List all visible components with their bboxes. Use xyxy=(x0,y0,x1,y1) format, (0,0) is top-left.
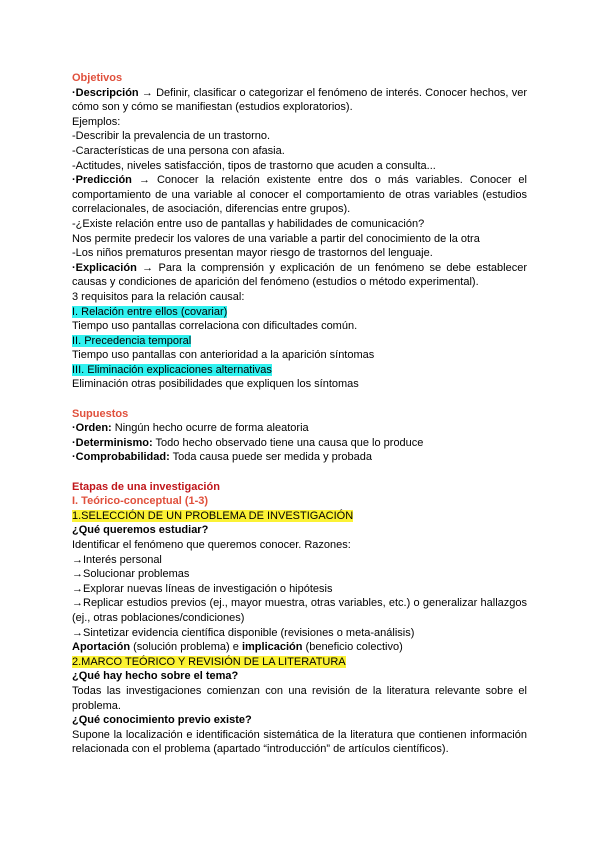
text-aportacion: (solución problema) e xyxy=(130,641,242,654)
subheading-teorico-conceptual: I. Teórico-conceptual (1-3) xyxy=(72,495,209,508)
highlight-requisito-2: II. Precedencia temporal xyxy=(72,334,192,347)
requisito-title xyxy=(72,334,527,349)
list-item: →Explorar nuevas líneas de investigación o hipótesis xyxy=(72,582,333,595)
list-item: -Características de una persona con afasia. xyxy=(72,144,285,157)
paragraph: Supone la localización e identificación sistemática de la literatura que contienen información relacionada con el problema (apartado “introducción” de artículos científicos). xyxy=(72,728,527,756)
requisito-title xyxy=(72,363,527,378)
requisito-title xyxy=(72,305,527,320)
text-explicacion: → Para la comprensión y explicación de un fenómeno se debe establecer causas y condiciones de aparición del fenómeno (estudios o método experimental). xyxy=(72,261,527,289)
list-item: -¿Existe relación entre uso de pantallas y habilidades de comunicación? xyxy=(72,217,425,230)
requisitos-label: 3 requisitos para la relación causal: xyxy=(72,290,245,303)
term-orden: ·Orden: xyxy=(72,422,112,435)
question-heading: ¿Qué queremos estudiar? xyxy=(72,524,209,537)
text-prediccion: → Conocer la relación existente entre dos o más variables. Conocer el comportamiento de una variable al conocer el comportamiento de otras variables (estudios correlacionales, de asociación, diferencias entre grupos). xyxy=(72,174,527,216)
ejemplos-label: Ejemplos: xyxy=(72,115,121,128)
text-determinismo: Todo hecho observado tiene una causa que lo produce xyxy=(152,436,424,449)
paragraph: Todas las investigaciones comienzan con una revisión de la literatura relevante sobre el problema. xyxy=(72,684,527,712)
section-heading-objetivos: Objetivos xyxy=(72,72,123,84)
term-implicacion: implicación xyxy=(241,641,303,654)
paragraph: Identificar el fenómeno que queremos conocer. Razones: xyxy=(72,539,351,551)
text-orden: Ningún hecho ocurre de forma aleatoria xyxy=(111,422,309,435)
list-item xyxy=(72,436,527,451)
term-prediccion: ·Predicción xyxy=(72,174,132,187)
highlight-requisito-3: III. Eliminación explicaciones alternativas xyxy=(72,363,272,376)
term-explicacion: ·Explicación xyxy=(72,261,137,274)
list-item xyxy=(72,450,527,465)
term-comprobabilidad: ·Comprobabilidad: xyxy=(72,451,170,464)
question-heading: ¿Qué conocimiento previo existe? xyxy=(72,714,252,727)
paragraph-descripcion xyxy=(72,86,527,115)
text-comprobabilidad: Toda causa puede ser medida y probada xyxy=(169,451,372,464)
requisito-text: Tiempo uso pantallas correlaciona con dificultades común. xyxy=(72,320,358,333)
highlight-step-2: 2.MARCO TEÓRICO Y REVISIÓN DE LA LITERATURA xyxy=(72,655,346,668)
text-implicacion: (beneficio colectivo) xyxy=(302,641,403,654)
highlight-step-1: 1.SELECCIÓN DE UN PROBLEMA DE INVESTIGACIÓN xyxy=(72,509,354,522)
highlight-requisito-1: I. Relación entre ellos (covariar) xyxy=(72,305,228,318)
list-item: -Describir la prevalencia de un trastorno. xyxy=(72,130,271,143)
list-item xyxy=(72,421,527,436)
list-item: Nos permite predecir los valores de una variable a partir del conocimiento de la otra xyxy=(72,232,480,245)
section-heading-etapas: Etapas de una investigación xyxy=(72,480,220,493)
paragraph-aportacion xyxy=(72,640,527,655)
list-item: →Solucionar problemas xyxy=(72,568,190,581)
step-title xyxy=(72,655,527,670)
text-descripcion: → Definir, clasificar o categorizar el fenómeno de interés. Conocer hechos, ver cómo son y cómo se manifiestan (estudios exploratorios). xyxy=(72,86,527,114)
term-determinismo: ·Determinismo: xyxy=(72,436,153,449)
list-item: →Interés personal xyxy=(72,553,162,566)
requisito-text: Eliminación otras posibilidades que expliquen los síntomas xyxy=(72,378,359,391)
term-descripcion: ·Descripción xyxy=(72,86,139,99)
list-item: -Los niños prematuros presentan mayor riesgo de trastornos del lenguaje. xyxy=(72,247,433,260)
question-heading: ¿Qué hay hecho sobre el tema? xyxy=(72,670,239,683)
step-title xyxy=(72,509,527,524)
document-page xyxy=(72,71,527,757)
requisito-text: Tiempo uso pantallas con anterioridad a la aparición síntomas xyxy=(72,349,375,362)
section-heading-supuestos: Supuestos xyxy=(72,407,129,420)
list-item: -Actitudes, niveles satisfacción, tipos de trastorno que acuden a consulta... xyxy=(72,159,436,172)
list-item: →Sintetizar evidencia científica disponible (revisiones o meta-análisis) xyxy=(72,626,415,639)
paragraph-explicacion xyxy=(72,261,527,290)
paragraph-prediccion xyxy=(72,173,527,217)
list-item: →Replicar estudios previos (ej., mayor muestra, otras variables, etc.) o generalizar hallazgos (ej., otras poblaciones/condiciones) xyxy=(72,597,527,624)
term-aportacion: Aportación xyxy=(72,641,131,654)
